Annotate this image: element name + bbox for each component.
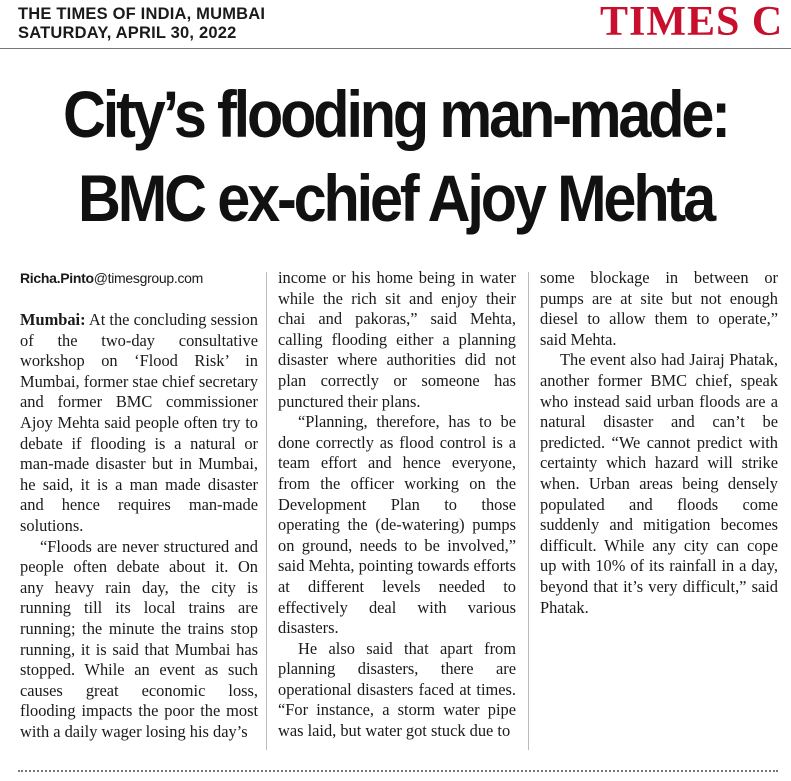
byline: [20, 268, 258, 288]
paragraph-3: “Planning, therefore, has to be done correctly as flood control is a team effort and hence everyone, from the officer working on the Development Plan to those operating the (de-watering) pumps on ground, needs to be involved,” said Mehta, pointing towards efforts at different levels needed to effectively deal with various disasters.: [278, 412, 516, 638]
publication-name: THE TIMES OF INDIA, MUMBAI: [18, 5, 266, 23]
paragraph-1-text: At the concluding session of the two-day consultative workshop on ‘Flood Risk’ in Mumbai, former stae chief secretary and former BMC commissioner Ajoy Mehta said people often try to debate if flooding is a natural or man-made disaster but in Mumbai, he said, it is a man made disaster and hence requires man-made solutions.: [20, 310, 259, 535]
article-column-1: [20, 268, 258, 742]
article-column-2: [278, 268, 516, 742]
byline-name: Richa.Pinto: [20, 270, 94, 286]
paragraph-4: He also said that apart from planning disasters, there are operational disasters faced at times. “For instance, a storm water pipe was laid, but water got stuck due to: [278, 638, 516, 741]
article-column-3: [540, 268, 778, 618]
column-divider: [528, 272, 529, 750]
paragraph-4-continued: some blockage in between or pumps are at site but not enough diesel to allow them to operate,” said Mehta.: [540, 268, 778, 349]
dateline: Mumbai:: [20, 310, 86, 329]
publication-date: SATURDAY, APRIL 30, 2022: [18, 24, 237, 42]
column-divider: [266, 272, 267, 750]
headline-line-2: BMC ex-chief Ajoy Mehta: [78, 161, 713, 235]
paragraph-2-continued: income or his home being in water while the rich sit and enjoy their chai and pakoras,” said Mehta, calling flooding either a planning disaster where authorities did not plan correctly or someone has punctured their plans.: [278, 268, 516, 411]
header-rule: [0, 48, 791, 49]
paragraph-2: “Floods are never structured and people often debate about it. On any heavy rain day, the city is running till its local trains are running; the minute the trains stop running, it is said that Mumbai has stopped. While an event as such causes great economic loss, flooding impacts the poor the most with a daily wager losing his day’s: [20, 536, 258, 741]
headline: [0, 72, 791, 240]
byline-domain: @timesgroup.com: [93, 270, 204, 286]
masthead-logo: TIMES C: [600, 0, 784, 45]
bottom-dotted-rule: [18, 770, 778, 772]
headline-line-1: City’s flooding man-made:: [63, 77, 728, 151]
paragraph-1: [20, 310, 258, 537]
paragraph-5: The event also had Jairaj Phatak, another former BMC chief, speak who instead said urban floods are a natural disaster and can’t be predicted. “We cannot predict with certainty which hazard will strike when. Urban areas being densely populated and floods come suddenly and mitigation becomes difficult. While any city can cope up with 10% of its rainfall in a day, beyond that it’s very difficult,” said Phatak.: [540, 350, 778, 617]
page-header: [0, 0, 791, 50]
